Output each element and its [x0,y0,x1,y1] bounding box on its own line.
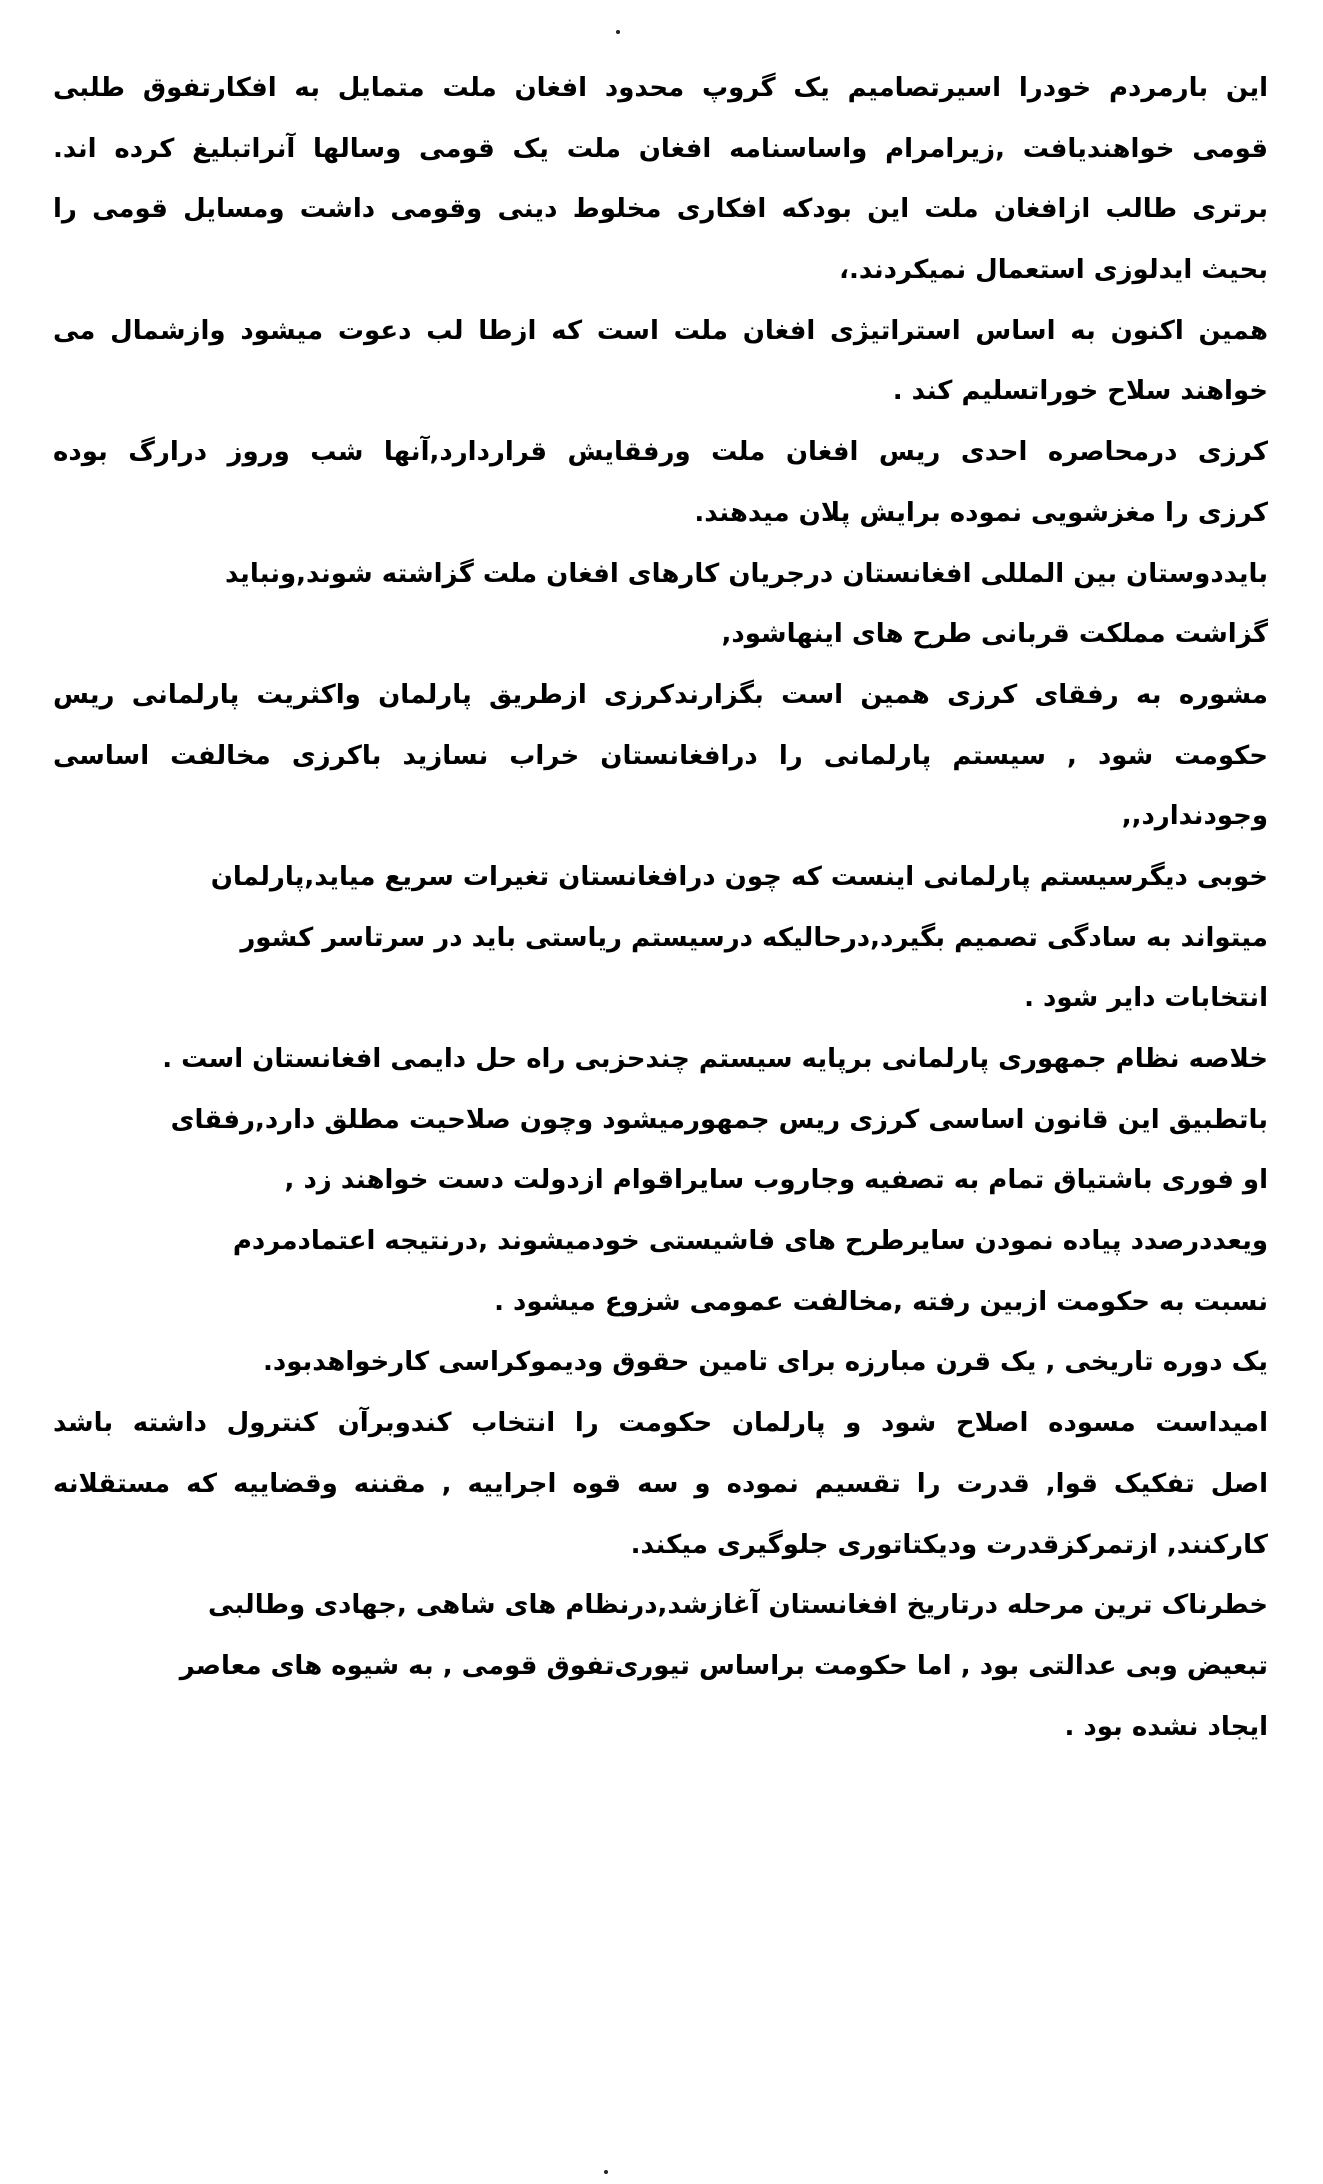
text-line: مشوره به رفقای کرزی همین است بگزارندکرزی ازطریق پارلمان واکثریت پارلمانی ریس [53,679,1268,710]
text-line: همین اکنون به اساس استراتیژی افغان ملت است که ازطا لب دعوت میشود وازشمال می [53,315,1268,346]
text-line: ویعددرصدد پیاده نمودن سایرطرح های فاشیستی خودمیشوند ,درنتیجه اعتمادمردم [232,1226,1268,1257]
text-line: حکومت شود , سیستم پارلمانی را درافغانستان خراب نسازید باکرزی مخالفت اساسی [53,740,1268,771]
text-line: بایددوستان بین المللی افغانستان درجریان کارهای افغان ملت گزاشته شوند,ونباید [225,558,1268,589]
text-line: قومی خواهندیافت ,زیرامرام واساسنامه افغان ملت یک قومی وسالها آنراتبلیغ کرده اند. [53,133,1268,164]
text-line: کارکنند, ازتمرکزقدرت ودیکتاتوری جلوگیری میکند. [630,1529,1268,1560]
text-line: یک دوره تاریخی , یک قرن مبارزه برای تامین حقوق ودیموکراسی کارخواهدبود. [263,1347,1268,1378]
text-line: این بارمردم خودرا اسیرتصامیم یک گروپ محدود افغان ملت متمایل به افکارتفوق طلبی [53,73,1268,103]
text-line: او فوری باشتیاق تمام به تصفیه وجاروب سایراقوام ازدولت دست خواهند زد , [284,1165,1268,1196]
scan-speck-top [616,30,620,34]
text-line: کرزی درمحاصره احدی ریس افغان ملت ورفقایش قراردارد,آنها شب وروز درارگ بوده [53,437,1268,468]
text-line: باتطبیق این قانون اساسی کرزی ریس جمهورمیشود وچون صلاحیت مطلق دارد,رفقای [170,1104,1268,1135]
text-line: تبعیض وبی عدالتی بود , اما حکومت براساس تیوری‌تفوق قومی , به شیوه های معاصر [179,1650,1268,1681]
text-line: اصل تفکیک قوا, قدرت را تقسیم نموده و سه قوه اجراییه , مقننه وقضاییه که مستقلانه [53,1468,1268,1499]
scan-speck-bottom [604,2170,608,2174]
text-line: ایجاد نشده بود . [1064,1711,1268,1742]
text-line: برتری طالب ازافغان ملت این بودکه افکاری مخلوط دینی وقومی داشت ومسایل قومی را [53,194,1268,225]
text-line: خوبی دیگرسیستم پارلمانی اینست که چون درافغانستان تغیرات سریع میاید,پارلمان [210,861,1268,892]
text-line: گزاشت مملکت قربانی طرح های اینهاشود, [721,619,1268,650]
text-line: میتواند به سادگی تصمیم بگیرد,درحالیکه درسیستم ریاستی باید در سرتاسر کشور [240,922,1268,953]
text-line: وجودندارد,, [1121,801,1268,832]
text-line: خواهند سلاح خوراتسلیم کند . [892,376,1268,407]
text-line: نسبت به حکومت ازبین رفته ,مخالفت عمومی شزوع میشود . [494,1286,1268,1317]
body-text [53,58,1268,1757]
text-line: امیداست مسوده اصلاح شود و پارلمان حکومت را انتخاب کندوبرآن کنترول داشته باشد [53,1408,1268,1439]
text-line: کرزی را مغزشویی نموده برایش پلان میدهند. [694,497,1268,528]
text-line: خطرناک ترین مرحله درتاریخ افغانستان آغازشد,درنظام های شاهی ,جهادی وطالبی [208,1590,1268,1621]
text-line: بحیث ایدلوزی استعمال نمیکردند.، [839,255,1268,286]
text-line: خلاصه نظام جمهوری پارلمانی برپایه سیستم چندحزبی راه حل دایمی افغانستان است . [162,1044,1268,1074]
text-line: انتخابات دایر شود . [1024,983,1268,1014]
